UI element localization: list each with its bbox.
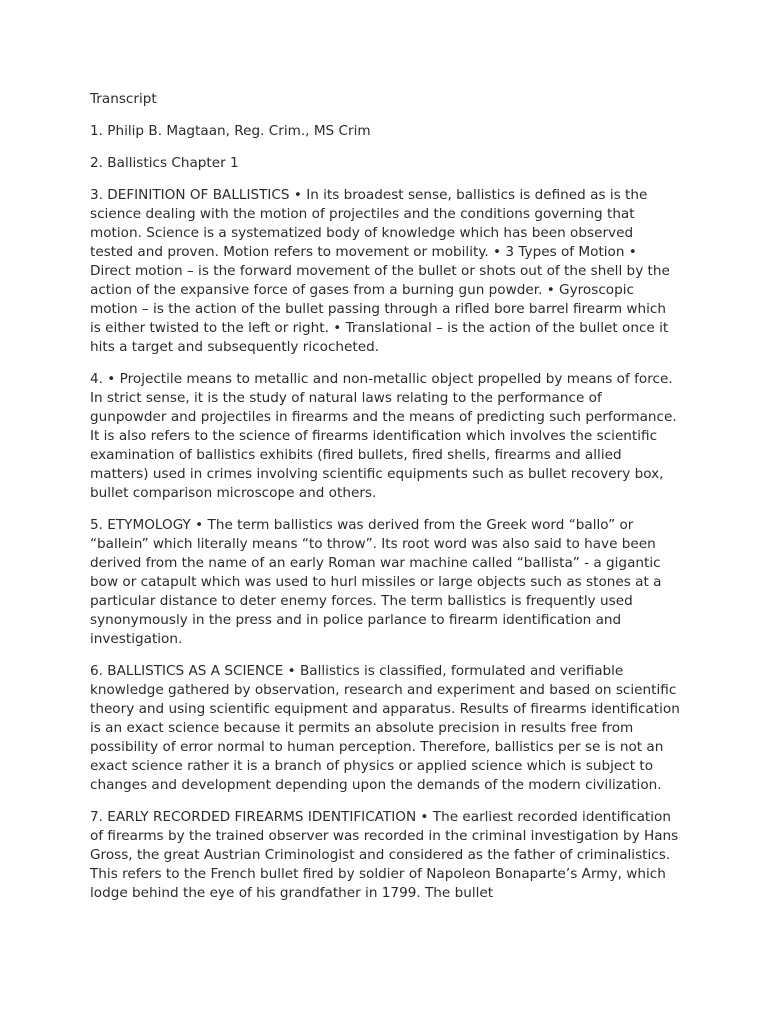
transcript-paragraph-1: 1. Philip B. Magtaan, Reg. Crim., MS Crim xyxy=(90,123,371,139)
transcript-paragraph-2: 2. Ballistics Chapter 1 xyxy=(90,155,239,171)
transcript-paragraph-7: 7. EARLY RECORDED FIREARMS IDENTIFICATION • The earliest recorded identification of firearms by the trained observer was recorded in the criminal investigation by Hans Gross, the great Austrian Criminologist and considered as the father of criminalistics. This refers to the French bullet fired by soldier of Napoleon Bonaparte’s Army, which lodge behind the eye of his grandfather in 1799. The bullet xyxy=(90,809,679,901)
transcript-paragraph-3: 3. DEFINITION OF BALLISTICS • In its broadest sense, ballistics is defined as is the science dealing with the motion of projectiles and the conditions governing that motion. Science is a systematized body of knowledge which has been observed tested and proven. Motion refers to movement or mobility. • 3 Types of Motion • Direct motion – is the forward movement of the bullet or shots out of the shell by the action of the expansive force of gases from a burning gun powder. • Gyroscopic motion – is the action of the bullet passing through a rifled bore barrel firearm which is either twisted to the left or right. • Translational – is the action of the bullet once it hits a target and subsequently ricocheted. xyxy=(90,187,670,355)
transcript-paragraph-6: 6. BALLISTICS AS A SCIENCE • Ballistics is classified, formulated and verifiable knowledge gathered by observation, research and experiment and based on scientific theory and using scientific equipment and apparatus. Results of firearms identification is an exact science because it permits an absolute precision in results free from possibility of error normal to human perception. Therefore, ballistics per se is not an exact science rather it is a branch of physics or applied science which is subject to changes and development depending upon the demands of the modern civilization. xyxy=(90,663,680,793)
transcript-document xyxy=(90,90,680,916)
transcript-paragraph-5: 5. ETYMOLOGY • The term ballistics was derived from the Greek word “ballo” or “ballein” which literally means “to throw”. Its root word was also said to have been derived from the name of an early Roman war machine called “ballista” - a gigantic bow or catapult which was used to hurl missiles or large objects such as stones at a particular distance to deter enemy forces. The term ballistics is frequently used synonymously in the press and in police parlance to firearm identification and investigation. xyxy=(90,517,662,647)
transcript-paragraph-4: 4. • Projectile means to metallic and non-metallic object propelled by means of force. In strict sense, it is the study of natural laws relating to the performance of gunpowder and projectiles in firearms and the means of predicting such performance. It is also refers to the science of firearms identification which involves the scientific examination of ballistics exhibits (fired bullets, fired shells, firearms and allied matters) used in crimes involving scientific equipments such as bullet recovery box, bullet comparison microscope and others. xyxy=(90,371,677,501)
transcript-heading: Transcript xyxy=(90,91,157,107)
